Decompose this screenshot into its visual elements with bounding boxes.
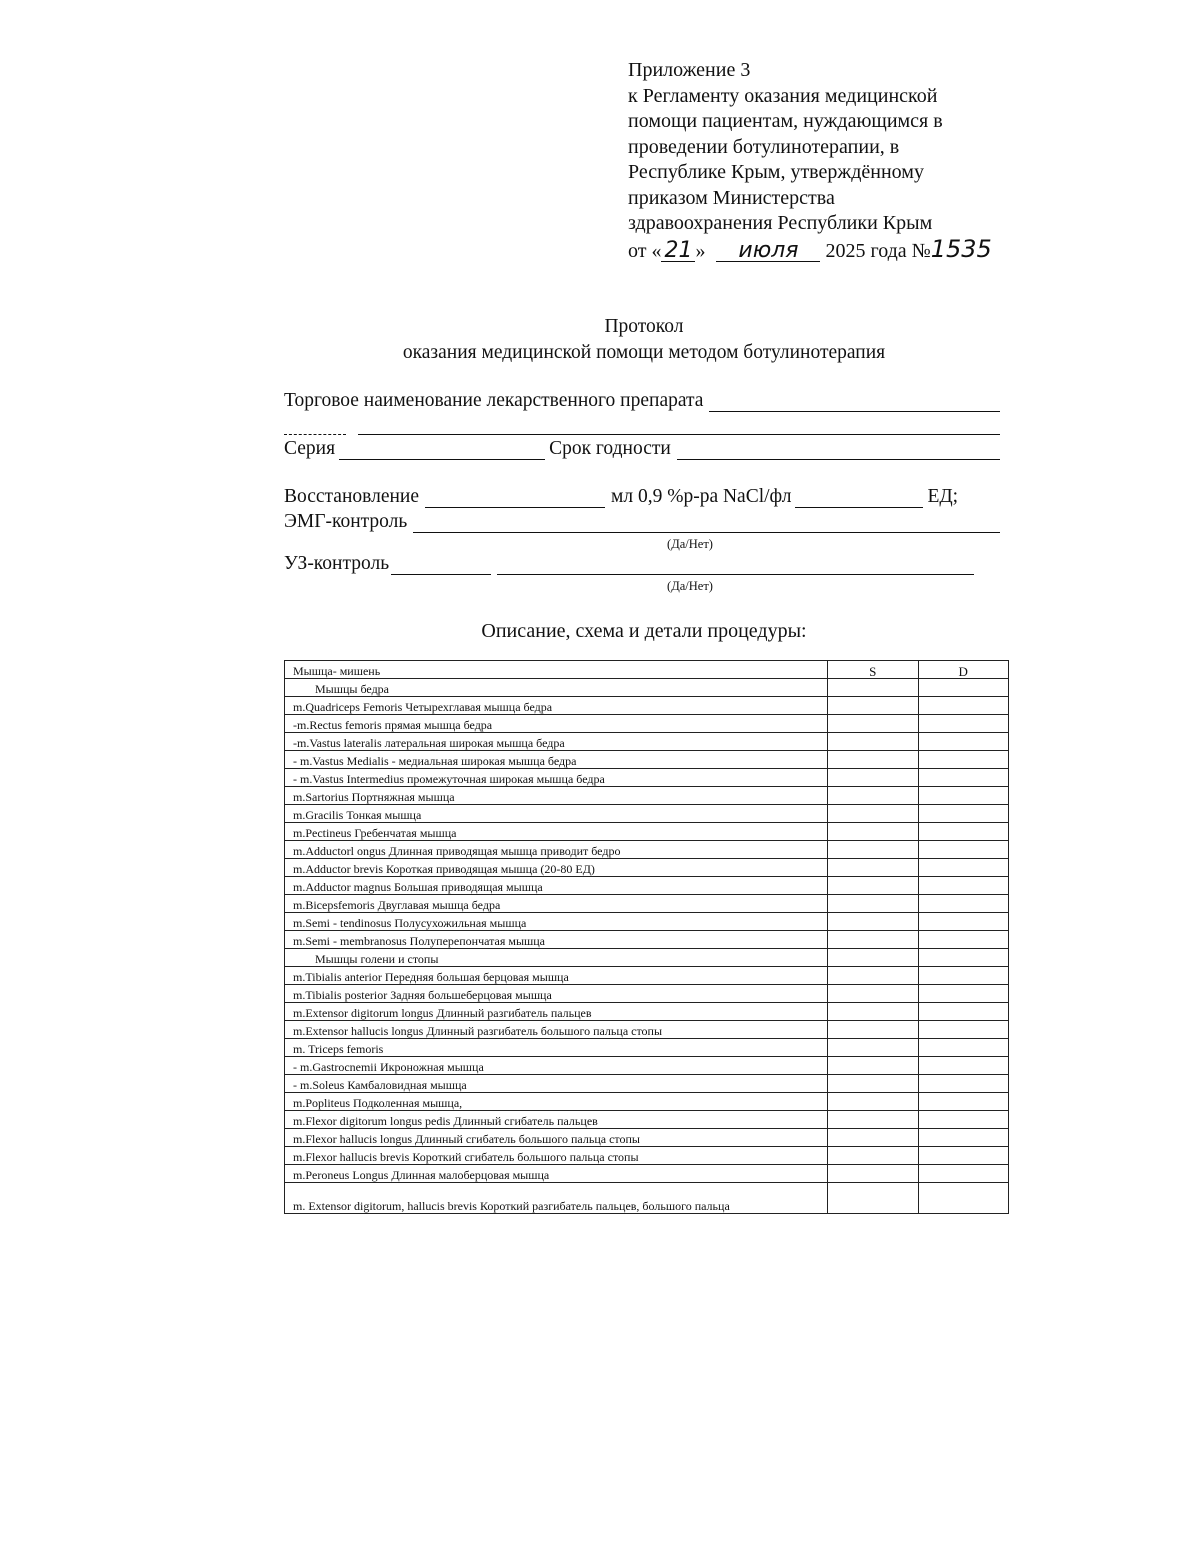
series-field[interactable] [339,443,545,460]
cell-s[interactable] [828,787,919,805]
cell-d[interactable] [918,895,1009,913]
cell-s[interactable] [828,877,919,895]
series-label: Серия [284,438,336,459]
muscle-name: m.Popliteus Подколенная мышца, [285,1093,828,1111]
table-row [285,877,1009,895]
cell-s[interactable] [828,1039,919,1057]
table-row [285,1039,1009,1057]
appendix-line: приказом Министерства [628,186,835,209]
cell-s[interactable] [828,985,919,1003]
table-row [285,1075,1009,1093]
header-muscle: Мышца- мишень [285,661,828,679]
cell-d[interactable] [918,1165,1009,1183]
table-row [285,1003,1009,1021]
table-row [285,1165,1009,1183]
muscle-name: m.Extensor digitorum longus Длинный разгибатель пальцев [285,1003,828,1021]
trade-name-continuation-dash [284,418,346,435]
table-row [285,1147,1009,1165]
table-row [285,805,1009,823]
cell-d[interactable] [918,1129,1009,1147]
table-row [285,787,1009,805]
cell-d[interactable] [918,733,1009,751]
table-row [285,985,1009,1003]
cell-s[interactable] [828,805,919,823]
table-row [285,1093,1009,1111]
order-date-line [628,234,1048,265]
cell-s[interactable] [828,895,919,913]
muscle-name: m.Gracilis Тонкая мышца [285,805,828,823]
muscle-name: m.Adductor magnus Большая приводящая мышца [285,877,828,895]
cell-d[interactable] [918,985,1009,1003]
protocol-subtitle: оказания медицинской помощи методом ботулинотерапия [402,342,886,363]
us-field-a[interactable] [391,558,491,575]
procedure-title: Описание, схема и детали процедуры: [481,620,807,642]
expiry-label: Срок годности [549,438,671,459]
cell-s[interactable] [828,967,919,985]
cell-s[interactable] [828,1165,919,1183]
cell-s[interactable] [828,1183,919,1214]
appendix-line: Приложение 3 [628,59,751,81]
muscle-name: - m.Soleus Камбаловидная мышца [285,1075,828,1093]
date-separator: » [695,239,706,262]
reconstitution-units-field[interactable] [795,491,923,508]
section-label: Мышцы голени и стопы [285,949,828,967]
cell-d[interactable] [918,823,1009,841]
order-year-text: 2025 года № [825,239,931,262]
cell-d[interactable] [918,931,1009,949]
trade-name-row [284,390,1000,412]
cell-s[interactable] [828,1147,919,1165]
cell-d[interactable] [918,1183,1009,1214]
emg-hint: (Да/Нет) [667,537,713,551]
cell-d[interactable] [918,751,1009,769]
cell-d[interactable] [918,1003,1009,1021]
cell-s[interactable] [828,769,919,787]
cell-d[interactable] [918,1111,1009,1129]
table-row [285,1111,1009,1129]
protocol-title-line: Протокол [604,316,684,337]
order-day: 21 [661,241,695,262]
cell-s[interactable] [828,1075,919,1093]
cell-d[interactable] [918,697,1009,715]
muscle-name: - m.Vastus Intermedius промежуточная широкая мышца бедра [285,769,828,787]
table-row [285,859,1009,877]
us-row [284,553,974,575]
emg-field[interactable] [413,516,1000,533]
emg-label: ЭМГ-контроль [284,511,408,532]
cell-d[interactable] [918,1039,1009,1057]
table-row [285,769,1009,787]
table-row [285,1183,1009,1214]
us-label: УЗ-контроль [284,553,390,574]
appendix-header [628,58,1048,264]
cell-d[interactable] [918,877,1009,895]
muscle-name: m.Tibialis posterior Задняя большеберцовая мышца [285,985,828,1003]
table-row [285,931,1009,949]
cell-s[interactable] [828,1093,919,1111]
cell-s[interactable] [828,715,919,733]
muscle-name: m.Flexor digitorum longus pedis Длинный сгибатель пальцев [285,1111,828,1129]
header-d: D [918,661,1009,679]
muscle-name: m.Bicepsfemoris Двуглавая мышца бедра [285,895,828,913]
muscle-table [284,660,1009,1214]
table-row [285,967,1009,985]
appendix-line: к Регламенту оказания медицинской [628,84,938,107]
cell-s[interactable] [828,841,919,859]
cell-s[interactable] [828,823,919,841]
table-row [285,733,1009,751]
muscle-name: m. Extensor digitorum, hallucis brevis Короткий разгибатель пальцев, большого пальца [285,1183,828,1214]
appendix-line: помощи пациентам, нуждающимся в [628,110,943,132]
header-s: S [828,661,919,679]
trade-name-field-2[interactable] [358,418,1000,435]
table-row [285,895,1009,913]
section-label: Мышцы бедра [285,679,828,697]
cell-d[interactable] [918,769,1009,787]
table-row [285,841,1009,859]
muscle-name: m.Pectineus Гребенчатая мышца [285,823,828,841]
trade-name-label: Торговое наименование лекарственного препарата [284,390,704,411]
muscle-name: m.Extensor hallucis longus Длинный разгибатель большого пальца стопы [285,1021,828,1039]
muscle-name: m. Triceps femoris [285,1039,828,1057]
expiry-field[interactable] [677,443,1000,460]
muscle-name: m.Semi - membranosus Полуперепончатая мышца [285,931,828,949]
trade-name-field[interactable] [709,395,1000,412]
cell-d[interactable] [918,859,1009,877]
order-month: июля [716,241,820,262]
muscle-name: - m.Vastus Medialis - медиальная широкая мышца бедра [285,751,828,769]
table-section-row [285,949,1009,967]
trade-name-continuation-row [284,418,1000,435]
muscle-name: m.Tibialis anterior Передняя большая берцовая мышца [285,967,828,985]
muscle-name: m.Sartorius Портняжная мышца [285,787,828,805]
muscle-name: m.Adductorl ongus Длинная приводящая мышца приводит бедро [285,841,828,859]
us-field[interactable] [497,558,974,575]
table-header-row [285,661,1009,679]
cell-s[interactable] [828,1003,919,1021]
reconstitution-label: Восстановление [284,486,420,507]
table-row [285,913,1009,931]
appendix-line: проведении ботулинотерапии, в [628,135,900,158]
reconstitution-unit: мл 0,9 %р-ра NaCl/фл [611,486,792,507]
cell-d[interactable] [918,679,1009,697]
appendix-line: Республике Крым, утверждённому [628,161,924,183]
cell-s[interactable] [828,931,919,949]
table-row [285,1129,1009,1147]
protocol-title [280,314,1008,366]
table-row [285,1021,1009,1039]
muscle-name: m.Flexor hallucis brevis Короткий сгибатель большого пальца стопы [285,1147,828,1165]
cell-s[interactable] [828,751,919,769]
date-prefix: от « [628,239,662,262]
reconstitution-ml-field[interactable] [425,491,605,508]
cell-s[interactable] [828,1021,919,1039]
cell-d[interactable] [918,787,1009,805]
emg-row [284,511,1000,533]
cell-s[interactable] [828,913,919,931]
cell-s[interactable] [828,733,919,751]
us-hint: (Да/Нет) [667,579,713,593]
cell-d[interactable] [918,1093,1009,1111]
cell-s[interactable] [828,697,919,715]
order-number: 1535 [930,234,992,263]
cell-s[interactable] [828,949,919,967]
cell-d[interactable] [918,805,1009,823]
cell-s[interactable] [828,859,919,877]
series-row [284,438,1000,460]
muscle-name: -m.Vastus lateralis латеральная широкая мышца бедра [285,733,828,751]
appendix-line: здравоохранения Республики Крым [628,212,933,234]
table-row [285,823,1009,841]
muscle-rows [285,679,1009,1214]
table-section-row [285,679,1009,697]
reconstitution-end: ЕД; [927,486,959,507]
muscle-name: m.Semi - tendinosus Полусухожильная мышца [285,913,828,931]
muscle-name: m.Adductor brevis Короткая приводящая мышца (20-80 ЕД) [285,859,828,877]
cell-d[interactable] [918,841,1009,859]
table-row [285,1057,1009,1075]
cell-s[interactable] [828,1057,919,1075]
cell-d[interactable] [918,715,1009,733]
muscle-name: m.Peroneus Longus Длинная малоберцовая мышца [285,1165,828,1183]
cell-s[interactable] [828,679,919,697]
muscle-name: m.Flexor hallucis longus Длинный сгибатель большого пальца стопы [285,1129,828,1147]
cell-d[interactable] [918,1147,1009,1165]
cell-s[interactable] [828,1111,919,1129]
cell-d[interactable] [918,1075,1009,1093]
cell-d[interactable] [918,1057,1009,1075]
table-row [285,715,1009,733]
cell-d[interactable] [918,1021,1009,1039]
cell-d[interactable] [918,913,1009,931]
cell-d[interactable] [918,949,1009,967]
cell-d[interactable] [918,967,1009,985]
table-row [285,697,1009,715]
muscle-name: m.Quadriceps Femoris Четырехглавая мышца бедра [285,697,828,715]
reconstitution-row [284,486,1000,508]
cell-s[interactable] [828,1129,919,1147]
muscle-name: - m.Gastrocnemii Икроножная мышца [285,1057,828,1075]
table-row [285,751,1009,769]
muscle-name: -m.Rectus femoris прямая мышца бедра [285,715,828,733]
